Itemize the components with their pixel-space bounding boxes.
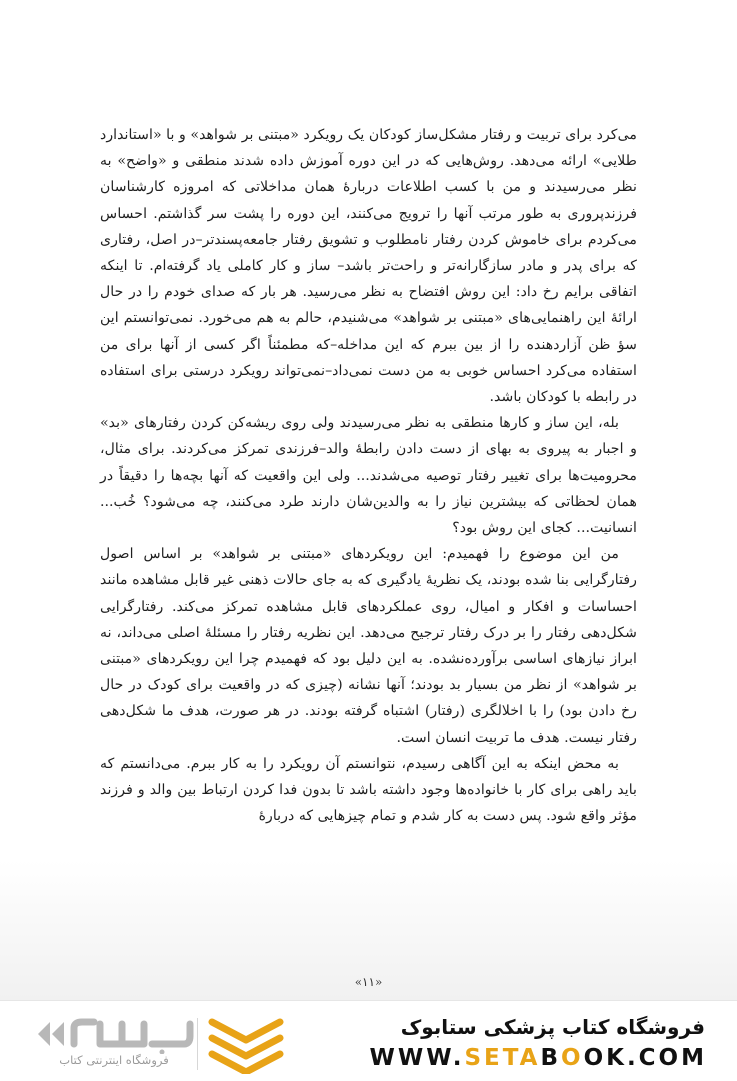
chevron-logo-icon [208, 1016, 284, 1074]
logo-divider [197, 1018, 198, 1070]
url-accent2: O [561, 1045, 584, 1071]
setabook-wordmark-icon [34, 1014, 194, 1054]
paragraph-2: بله، این ساز و کارها منطقی به نظر می‌رسیدند ولی روی ریشه‌کن کردن رفتارهای «بد» و اجبار به پیروی به بهای از دست دادن رابطهٔ والد–فرزندی تمرکز می‌کردند. برای مثال، محرومیت‌ها برای تغییر رفتار توصیه می‌شدند... ولی این واقعیت که آنها بچه‌ها را دقیقاً در همان لحظاتی که بیشترین نیاز را به والدین‌شان دارند طرد می‌کنند، چه می‌شود؟ خُب... انسانیت... کجای این روش بود؟ [100, 415, 637, 537]
paragraph-3: من این موضوع را فهمیدم: این رویکردهای «مبتنی بر شواهد» بر اساس اصول رفتارگرایی بنا شده بودند، یک نظریهٔ یادگیری که به جای حالات ذهنی غیر قابل مشاهده مانند احساسات و افکار و امیال، روی عملکردهای قابل مشاهده تمرکز می‌کند. رفتارگرایی شکل‌دهی رفتار را بر درک رفتار ترجیح می‌دهد. این نظریه رفتار را مسئلهٔ اصلی می‌داند، نه ابراز نیازهای اساسی برآورده‌نشده. به این دلیل بود که فهمیدم چرا این رویکردهای «مبتنی بر شواهد» از نظر من بسیار بد بودند؛ آنها نشانه (چیزی که در واقعیت برای کودک در حال رخ دادن بود) را با اخلالگری (رفتار) اشتباه گرفته بودند. در هر صورت، هدف ما شکل‌دهی رفتار نیست. هدف ما تربیت انسان است. [100, 546, 637, 746]
logo-subtitle: فروشگاه اینترنتی کتاب [59, 1053, 169, 1067]
url-accent1: SETA [464, 1045, 541, 1071]
store-url[interactable] [370, 1045, 708, 1071]
url-part2: B [540, 1045, 561, 1071]
url-part1: WWW. [369, 1045, 465, 1071]
store-name: فروشگاه کتاب پزشکی ستابوک [400, 1015, 705, 1039]
body-text [100, 122, 637, 829]
paragraph-1: می‌کرد برای تربیت و رفتار مشکل‌ساز کودکان یک رویکرد «مبتنی بر شواهد» و با «استاندارد طلایی» ارائه می‌دهد. روش‌هایی که در این دوره آموزش داده شدند منطقی و «واضح» به نظر می‌رسیدند و من با کسب اطلاعات دربارهٔ همان مداخلاتی که امروزه کارشناسان فرزندپروری به طور مرتب آنها را ترویج می‌کنند، این دوره را پشت سر گذاشتم. احساس می‌کردم برای خاموش کردن رفتار نامطلوب و تشویق رفتار جامعه‌پسندتر–در اصل، رفتاری که برای پدر و مادر سازگارانه‌تر و راحت‌تر باشد– ساز و کار کاملی یاد گرفته‌ام. تا اینکه اتفاقی برایم رخ داد: این روش افتضاح به نظر می‌رسید. هر بار که صدای خودم را در حال ارائهٔ این راهنمایی‌های «مبتنی بر شواهد» می‌شنیدم، حالم به هم می‌خورد. نمی‌توانستم این سؤ ظن آزاردهنده را از بین ببرم که این مداخله–که مطمئناً اگر کسی از آنها برای من استفاده می‌کرد احساس خوبی به من دست نمی‌داد–نمی‌تواند رویکرد درستی برای استفاده در رابطه با کودکان باشد. [100, 127, 637, 406]
url-part3: OK.COM [583, 1045, 707, 1071]
page-number: «۱۱» [354, 975, 383, 989]
paragraph-4: به محض اینکه به این آگاهی رسیدم، نتوانستم آن رویکرد را به کار ببرم. می‌دانستم که باید راهی برای کار با خانواده‌ها وجود داشته باشد تا بدون فدا کردن ارتباط بین والد و فرزند مؤثر واقع شود. پس دست به کار شدم و تمام چیزهایی که دربارهٔ [100, 755, 637, 825]
